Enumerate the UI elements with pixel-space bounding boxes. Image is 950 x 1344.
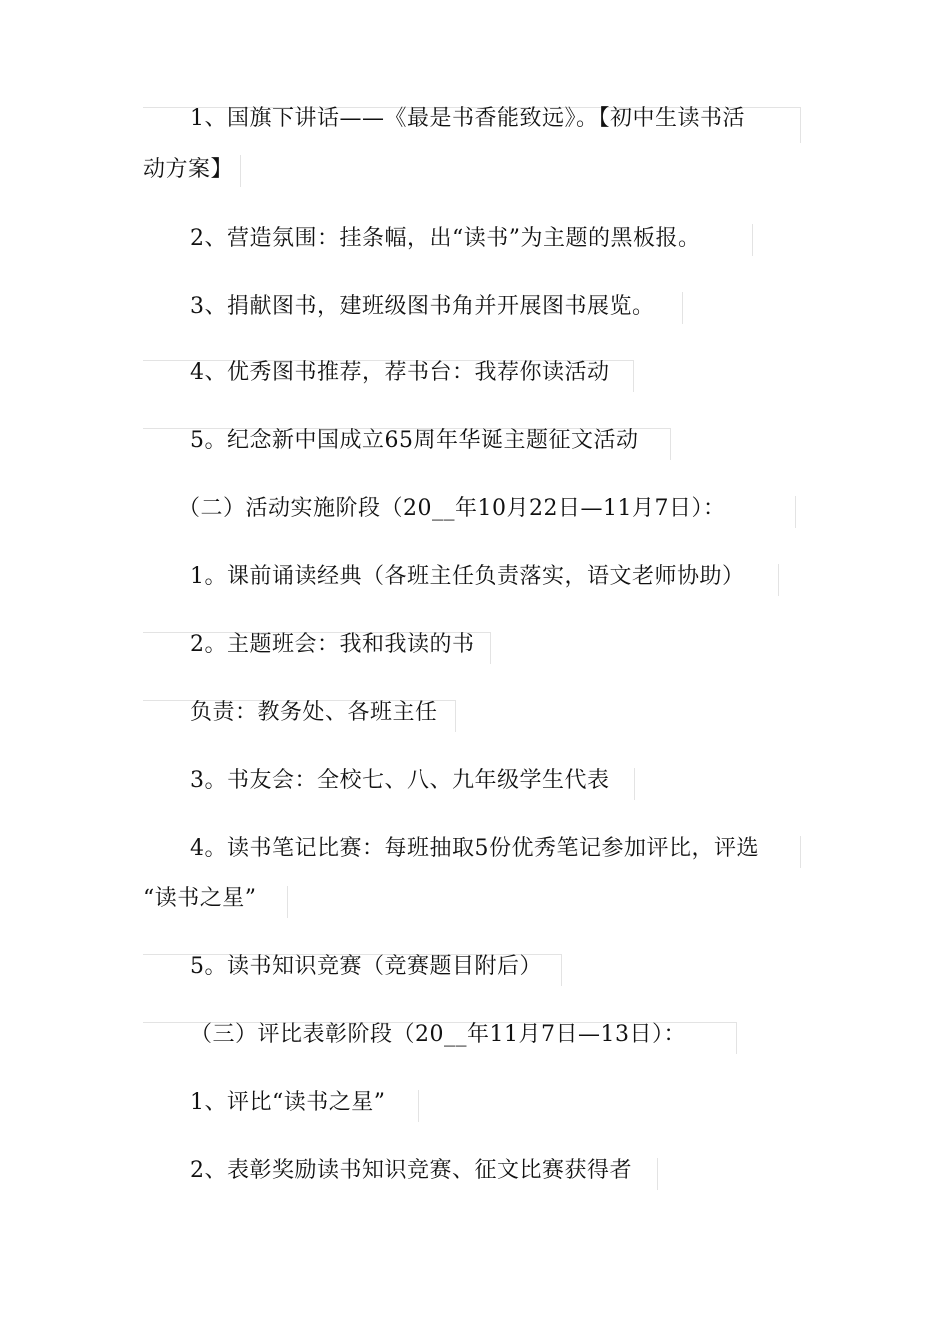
paragraph-line-13: 2、表彰奖励读书知识竞赛、征文比赛获得者 bbox=[190, 1158, 632, 1183]
text-box-edge-rule bbox=[455, 700, 456, 732]
paragraph-line-11: 5。读书知识竞赛（竞赛题目附后） bbox=[190, 954, 542, 979]
text-box-edge-rule bbox=[490, 632, 491, 664]
text-box-edge-rule bbox=[795, 496, 796, 528]
paragraph-line-10: 4。读书笔记比赛：每班抽取5份优秀笔记参加评比，评选 bbox=[190, 836, 759, 861]
paragraph-line-9: 3。书友会：全校七、八、九年级学生代表 bbox=[190, 768, 610, 793]
paragraph-line-8: 负责：教务处、各班主任 bbox=[190, 700, 438, 725]
text-box-edge-rule bbox=[657, 1158, 658, 1190]
paragraph-line-4: 4、优秀图书推荐，荐书台：我荐你读活动 bbox=[190, 360, 610, 385]
text-box-edge-rule bbox=[778, 564, 779, 596]
paragraph-line-12: 1、评比“读书之星” bbox=[190, 1090, 386, 1115]
section-heading-2: （二）活动实施阶段（20__年10月22日—11月7日）： bbox=[178, 496, 726, 521]
paragraph-line-1-continued: 动方案】 bbox=[143, 157, 234, 182]
text-box-edge-rule bbox=[752, 224, 753, 256]
section-heading-3: （三）评比表彰阶段（20__年11月7日—13日）： bbox=[190, 1022, 686, 1047]
text-box-edge-rule bbox=[800, 107, 801, 143]
text-box-edge-rule bbox=[633, 360, 634, 392]
text-box-edge-rule bbox=[800, 836, 801, 868]
paragraph-line-7: 2。主题班会：我和我读的书 bbox=[190, 632, 475, 657]
text-box-edge-rule bbox=[736, 1022, 737, 1054]
text-box-edge-rule bbox=[634, 768, 635, 800]
paragraph-line-5: 5。纪念新中国成立65周年华诞主题征文活动 bbox=[190, 428, 639, 453]
text-box-edge-rule bbox=[287, 886, 288, 918]
paragraph-line-10-continued: “读书之星” bbox=[143, 886, 257, 911]
text-box-edge-rule bbox=[240, 155, 241, 187]
text-box-edge-rule bbox=[418, 1090, 419, 1122]
text-box-edge-rule bbox=[670, 428, 671, 460]
paragraph-line-3: 3、捐献图书，建班级图书角并开展图书展览。 bbox=[190, 294, 655, 319]
text-box-edge-rule bbox=[561, 954, 562, 986]
paragraph-line-2: 2、营造氛围：挂条幅，出“读书”为主题的黑板报。 bbox=[190, 226, 701, 251]
paragraph-line-6: 1。课前诵读经典（各班主任负责落实，语文老师协助） bbox=[190, 564, 745, 589]
paragraph-line-1: 1、国旗下讲话——《最是书香能致远》。【初中生读书活 bbox=[190, 106, 745, 131]
text-box-edge-rule bbox=[682, 292, 683, 324]
